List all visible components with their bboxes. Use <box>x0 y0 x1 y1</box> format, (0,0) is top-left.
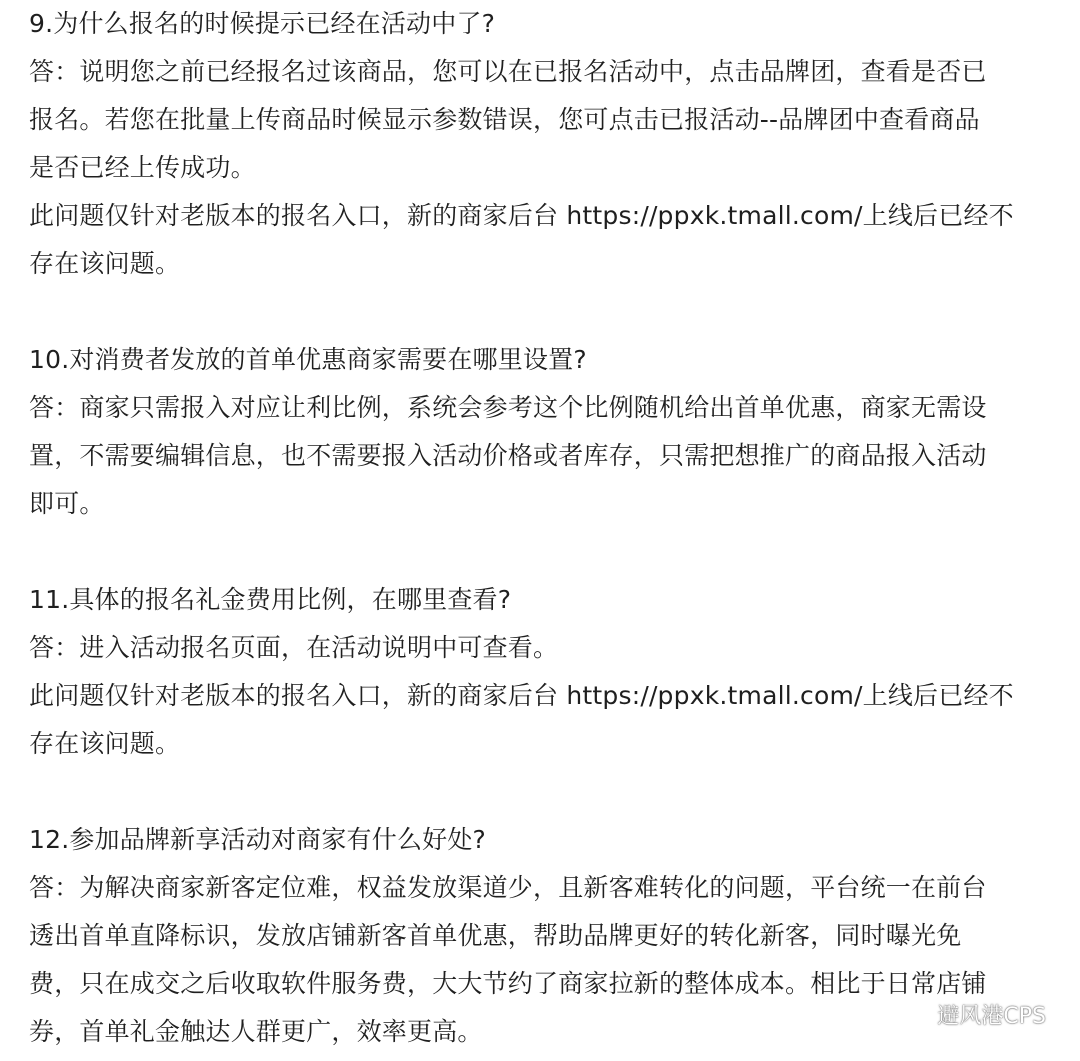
faq-answer-line: 报名。若您在批量上传商品时候显示参数错误，您可点击已报活动--品牌团中查看商品 <box>29 105 980 134</box>
faq-answer-line: 券，首单礼金触达人群更广，效率更高。 <box>29 1017 483 1046</box>
paragraph-gap <box>29 768 1059 816</box>
faq-answer-line: 答：商家只需报入对应让利比例，系统会参考这个比例随机给出首单优惠，商家无需设 <box>29 393 987 422</box>
faq-answer-line: 此问题仅针对老版本的报名入口，新的商家后台 https://ppxk.tmall.com/上线后已经不 <box>29 681 1014 710</box>
paragraph-gap <box>29 288 1059 336</box>
paragraph-gap <box>29 528 1059 576</box>
faq-question: 9.为什么报名的时候提示已经在活动中了? <box>29 9 496 38</box>
faq-answer-line: 答：为解决商家新客定位难，权益发放渠道少，且新客难转化的问题，平台统一在前台 <box>29 873 987 902</box>
faq-answer-line: 此问题仅针对老版本的报名入口，新的商家后台 https://ppxk.tmall.com/上线后已经不 <box>29 201 1014 230</box>
faq-answer-line: 透出首单直降标识，发放店铺新客首单优惠，帮助品牌更好的转化新客，同时曝光免 <box>29 921 962 950</box>
faq-question: 11.具体的报名礼金费用比例，在哪里查看? <box>29 585 512 614</box>
faq-answer-line: 是否已经上传成功。 <box>29 153 256 182</box>
faq-question: 12.参加品牌新享活动对商家有什么好处? <box>29 825 487 854</box>
faq-answer-line: 存在该问题。 <box>29 729 181 758</box>
watermark-text: 避风港CPS <box>937 1003 1046 1029</box>
faq-document <box>29 0 1059 1056</box>
faq-item-11 <box>29 576 1059 768</box>
faq-answer-line: 即可。 <box>29 489 105 518</box>
faq-answer-line: 置，不需要编辑信息，也不需要报入活动价格或者库存，只需把想推广的商品报入活动 <box>29 441 987 470</box>
faq-item-9 <box>29 0 1059 288</box>
watermark <box>891 996 1046 1032</box>
wechat-icon <box>891 998 931 1030</box>
faq-question: 10.对消费者发放的首单优惠商家需要在哪里设置? <box>29 345 587 374</box>
faq-answer-line: 费，只在成交之后收取软件服务费，大大节约了商家拉新的整体成本。相比于日常店铺 <box>29 969 987 998</box>
faq-answer-line: 存在该问题。 <box>29 249 181 278</box>
faq-item-10 <box>29 336 1059 528</box>
faq-answer-line: 答：进入活动报名页面，在活动说明中可查看。 <box>29 633 559 662</box>
faq-answer-line: 答：说明您之前已经报名过该商品，您可以在已报名活动中，点击品牌团，查看是否已 <box>29 57 987 86</box>
